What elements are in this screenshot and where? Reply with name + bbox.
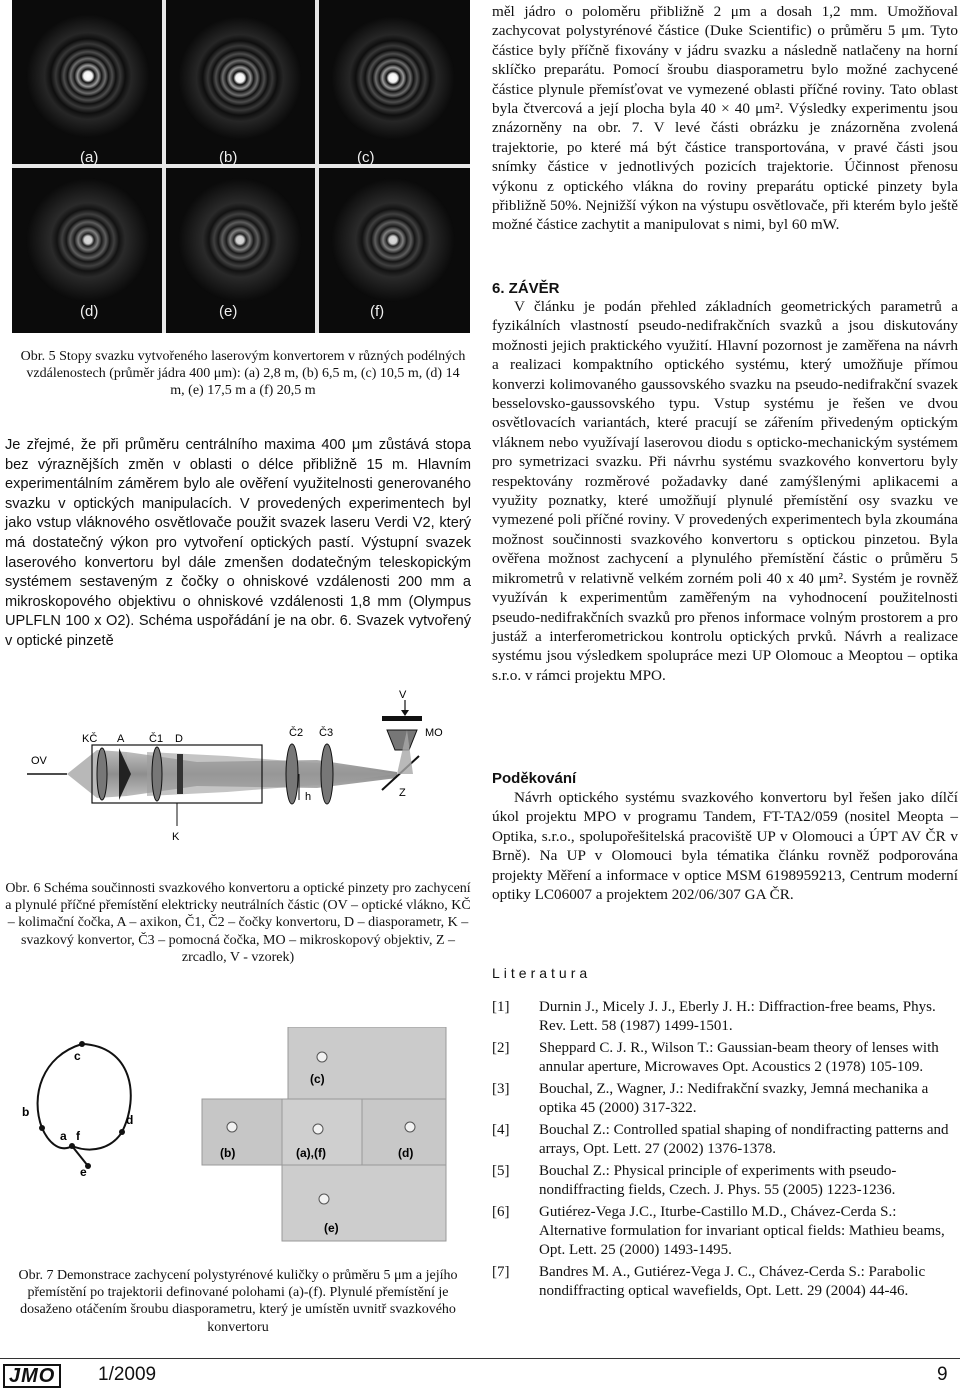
fig5-label-a: (a) [80, 149, 99, 166]
fig6-label-k: K [172, 831, 180, 843]
photo-label-c: (c) [310, 1072, 325, 1086]
fig6-label-mo: MO [425, 727, 443, 739]
reference-text: Durnin J., Micely J. J., Eberly J. H.: Diffraction-free beams, Phys. Rev. Lett. 58 (1987) 1499-1501. [539, 999, 936, 1034]
reference-text: Bouchal, Z., Wagner, J.: Nedifrakční svazky, Jemná mechanika a optika 45 (2000) 317-322. [539, 1081, 929, 1116]
journal-logo: JMO [3, 1364, 61, 1388]
footer-rule [0, 1358, 960, 1359]
fig6-label-ov: OV [31, 755, 47, 767]
left-paragraph: Je zřejmé, že při průměru centrálního maxima 400 μm zůstává stopa bez výraznějších změn v oblasti o délce přibližně 15 m. Hlavním experimentálním záměrem bylo ale ověření využitelnosti generovaného svazku v optických manipulacích. V provedených experimentech byl jako vstup vláknového osvětlovače použit svazek laseru Verdi V2, který má dostatečný výkon pro vytvoření optických pastí. Výstupní svazek laserového konvertoru byl dále zmenšen dodatečným teleskopickým systémem sestaveným z čočky o ohniskové vzdálenosti 200 mm a mikroskopového objektivu o ohniskové vzdálenosti 1,8 mm (Olympus UPLFLN 100 x O2). Schéma uspořádání je na obr. 6. Svazek vytvořený v optické pinzetě [5, 437, 471, 649]
reference-item [492, 1121, 958, 1159]
conclusion-heading: 6. ZÁVĚR [492, 280, 560, 297]
reference-number: [1] [492, 999, 510, 1015]
figure-5 [12, 0, 470, 333]
reference-text: Bandres M. A., Gutiérez-Vega J. C., Chávez-Cerda S.: Parabolic nondiffracting optical wavefields, Opt. Lett. 29 (2004) 44-46. [539, 1264, 926, 1299]
traj-label-e: e [80, 1165, 87, 1178]
fig6-label-c2: Č2 [289, 727, 304, 739]
fig5-label-d: (d) [80, 303, 99, 320]
reference-item [492, 1162, 958, 1200]
traj-label-d: d [126, 1113, 134, 1127]
traj-label-c: c [74, 1049, 81, 1063]
fig6-label-d: D [175, 733, 183, 745]
fig6-label-z: Z [399, 787, 406, 799]
issue-number: 1/2009 [98, 1364, 157, 1385]
reference-number: [6] [492, 1204, 510, 1220]
reference-number: [2] [492, 1040, 510, 1056]
fig5-label-e: (e) [219, 303, 238, 320]
fig5-label-c: (c) [357, 149, 375, 166]
traj-label-a: a [60, 1129, 67, 1143]
fig6-label-c3: Č3 [319, 727, 334, 739]
reference-item [492, 1080, 958, 1118]
photo-label-d: (d) [398, 1146, 414, 1160]
figure-6-schematic [27, 690, 457, 850]
fig5-label-f: (f) [370, 303, 385, 320]
reference-number: [4] [492, 1122, 510, 1138]
reference-item [492, 1039, 958, 1077]
figure-7-photos [192, 1027, 448, 1243]
reference-list [492, 998, 958, 1304]
figure-5-caption: Obr. 5 Stopy svazku vytvořeného laserovým konvertorem v různých podélných vzdálenostech (průměr jádra 400 μm): (a) 2,8 m, (b) 6,5 m, (c) 10,5 m, (d) 14 m, (e) 17,5 m a (f) 20,5 m [20, 349, 466, 399]
trajectory-diagram [22, 1036, 144, 1178]
reference-text: Gutiérez-Vega J.C., Iturbe-Castillo M.D., Chávez-Cerda S.: Alternative formulation for invariant optical fields: Mathieu beams, Opt. Lett. 25 (2000) 1493-1495. [539, 1204, 945, 1258]
fig6-label-kc: KČ [82, 733, 98, 745]
left-column-text [5, 436, 471, 652]
fig6-label-v: V [399, 690, 407, 701]
reference-number: [3] [492, 1081, 510, 1097]
photo-label-e: (e) [324, 1221, 339, 1235]
traj-label-f: f [76, 1129, 80, 1143]
figure-7-photo-grid [192, 1027, 448, 1243]
figure-6 [27, 690, 457, 850]
reference-text: Bouchal Z.: Controlled spatial shaping of nondifracting patterns and arrays, Opt. Lett. 27 (2002) 1376-1378. [539, 1122, 949, 1157]
reference-item [492, 1263, 958, 1301]
acknowledgment-text: Návrh optického systému svazkového konvertoru byl řešen jako dílčí úkol projektu MPO v programu Tandem, FT-TA2/059 (nositel Meopta – Optika, s.r.o., spolupořešitelská pracoviště UP v Olomouci a ÚPT AV ČR v Brně). Na UP v Olomouci byla tématika článku rovněž podporována projekty Měření a informace v optice MSM 6198959213, Centrum moderní optiky LC06007 a projektem 202/06/307 GA ČR. [492, 789, 958, 904]
reference-number: [5] [492, 1163, 510, 1179]
fig5-label-b: (b) [219, 149, 238, 166]
traj-label-b: b [22, 1105, 30, 1119]
reference-number: [7] [492, 1264, 510, 1280]
reference-text: Bouchal Z.: Physical principle of experiments with pseudo-nondiffracting fields, Czech. J. Phys. 55 (2005) 1223-1236. [539, 1163, 897, 1198]
fig6-label-a: A [117, 733, 125, 745]
reference-item [492, 998, 958, 1036]
photo-label-af: (a),(f) [296, 1146, 326, 1160]
fig6-label-c1: Č1 [149, 733, 164, 745]
literature-heading: Literatura [492, 965, 592, 981]
reference-text: Sheppard C. J. R., Wilson T.: Gaussian-beam theory of lenses with annular aperture, Microwaves Opt. Acoustics 2 (1978) 105-109. [539, 1040, 939, 1075]
conclusion-text: V článku je podán přehled základních geometrických parametrů a fyzikálních vlastností pseudo-nedifrakčních svazků a jsou diskutovány možnosti jejich praktického využití. Hlavní pozornost je zaměřena na návrh a realizaci kompaktního optického systému, který umožňuje přímou konverzi kolimovaného gaussovského svazku na pseudo-nedifrakční svazek besselovsko-gaussovského typu. Vstup systému je řešen ve dvou osvětlovacích variantách, které pracují se zářením přivedeným optickým vláknem nebo využívají laserovou diodu s opticko-mechanickým systémem pro symetrizaci svazku. Při návrhu systému svazkového konvertoru byly respektovány rozměrové požadavky dané zamýšlenými aplikacemi a využity poznatky, které umožňují plynulé přemístění osy svazku ve vymezené poli příčné roviny. V provedených experimentech byla zkoumána možnost součinnosti svazkového konvertoru s optickou pinzetou. Byla ověřena možnost zachycení a plynulého přemístění částic o průměru 5 mikrometrů v relativně velkém zorném poli 40 x 40 μm². Systém je rovněž využíván k experimentům zaměřeným na vyhodnocení použitelnosti pseudo-nedifrakčních svazků pro přenos informace volným prostorem a pro justáž a interferometrickou kontrolu optických prvků. Návrh a realizace systému jsou výsledkem spolupráce mezi UP Olomouc a Meoptou – optika s.r.o. v rámci projektu MPO. [492, 298, 958, 684]
figure-7-trajectory [22, 1036, 144, 1178]
page-number: 9 [937, 1364, 948, 1385]
right-column-top-text: měl jádro o poloměru přibližně 2 μm a dosah 1,2 mm. Umožňoval zachycovat polystyrénové částice (Duke Scientific) o průměru 5 μm. Tyto částice byly příčně fixovány v jádru svazku a následně natlačeny na horní sklíčko preparátu. Pomocí šroubu diasporametru bylo možné zachycené částice plynule přemísťovat ve vymezené oblasti příčné roviny. Tato oblast byla čtvercová a její plocha byla 40 × 40 μm². Výsledky experimentu jsou znázorněny na obr. 7. V levé části obrázku je znázorněna zvolená trajektorie, po které má být částice transportována, v pravé části jsou snímky částice v jednotlivých pozicích trajektorie. Účinnost přenosu výkonu z optického vlákna do roviny preparátu optické pinzety byla přibližně 50%. Nejnižší výkon na výstupu osvětlovače, při kterém bylo ještě možné částice zachytit a manipulovat s nimi, byl 60 mW. [492, 3, 958, 234]
photo-label-b: (b) [220, 1146, 236, 1160]
figure-7-caption: Obr. 7 Demonstrace zachycení polystyrénové kuličky o průměru 5 μm a jejího přemístění po trajektorii definované polohami (a)-(f). Plynulé přemístění je dosaženo otáčením šroubu diasporametru, který je umístěn uvnitř svazkového konvertoru [18, 1268, 458, 1335]
figure-6-caption: Obr. 6 Schéma součinnosti svazkového konvertoru a optické pinzety pro zachycení a plynulé příčné přemístění elektricky neutrálních částic (OV – optické vlákno, KČ – kolimační čočka, A – axikon, Č1, Č2 – čočky konvertoru, D – diasporametr, K – svazkový konvertor, Č3 – pomocná čočka, MO – mikroskopový objektiv, Z – zrcadlo, V - vzorek) [5, 881, 471, 965]
fig6-label-h: h [305, 791, 312, 803]
acknowledgment-heading: Poděkování [492, 770, 577, 787]
reference-item [492, 1203, 958, 1260]
figure-5-image [12, 0, 470, 333]
